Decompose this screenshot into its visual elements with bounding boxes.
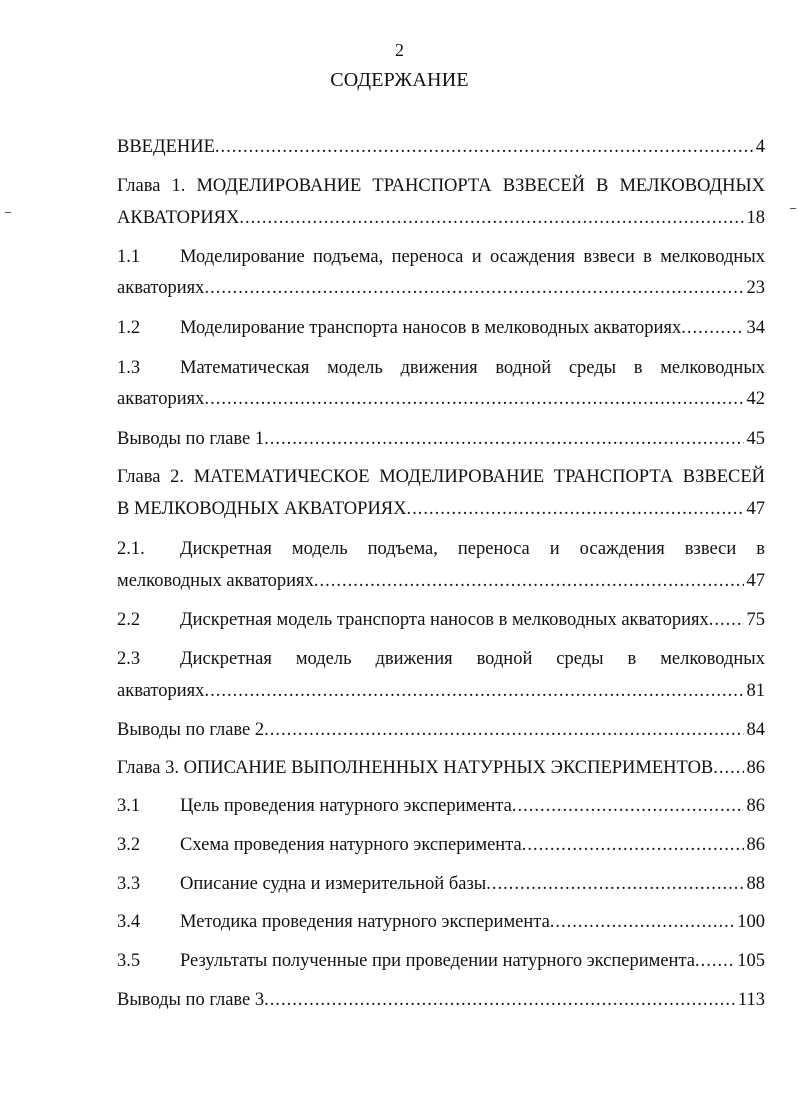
toc-entry-2-1[interactable]: 2.1. Дискретная модель подъема, переноса и осаждения взвеси в — [117, 539, 765, 559]
page-number: 2 — [395, 40, 404, 60]
toc-entry-1-2[interactable]: 1.2 Моделирование транспорта наносов в мелководных акваториях ..... 34 — [117, 313, 765, 343]
toc-entry-chapter-2[interactable] — [117, 462, 765, 492]
toc-entry-1-1-end[interactable]: акваториях ..... 23 — [117, 273, 765, 303]
toc-entry-2-2[interactable]: 2.2 Дискретная модель транспорта наносов в мелководных акваториях ..... 75 — [117, 605, 765, 635]
page-title: СОДЕРЖАНИЕ — [330, 69, 469, 91]
toc-entry-3-3[interactable]: 3.3 Описание судна и измерительной базы ..... 88 — [117, 869, 765, 899]
scan-mark-right — [790, 208, 796, 209]
toc-entry-1-1[interactable]: 1.1 Моделирование подъема, переноса и осаждения взвеси в мелководных — [117, 247, 765, 267]
toc-entry-1-3[interactable]: 1.3 Математическая модель движения водной среды в мелководных — [117, 358, 765, 378]
toc-entry-2-1-end[interactable]: мелководных акваториях ..... 47 — [117, 566, 765, 596]
toc-entry-chapter-1[interactable] — [117, 171, 765, 201]
toc-entry-1-3-end[interactable]: акваториях ..... 42 — [117, 384, 765, 414]
toc-entry-3-2[interactable]: 3.2 Схема проведения натурного эксперимента ..... 86 — [117, 830, 765, 860]
toc-entry-conclusions-1[interactable]: Выводы по главе 1 ..... 45 — [117, 424, 765, 454]
chapter-1-title-line1: Глава 1. МОДЕЛИРОВАНИЕ ТРАНСПОРТА ВЗВЕСЕЙ В МЕЛКОВОДНЫХ — [117, 176, 765, 196]
scan-mark-left — [5, 212, 11, 213]
toc-entry-chapter-3[interactable]: Глава 3. ОПИСАНИЕ ВЫПОЛНЕННЫХ НАТУРНЫХ ЭКСПЕРИМЕНТОВ ..... 86 — [117, 753, 765, 783]
chapter-2-title-line1: Глава 2. МАТЕМАТИЧЕСКОЕ МОДЕЛИРОВАНИЕ ТРАНСПОРТА ВЗВЕСЕЙ — [117, 467, 765, 487]
toc-entry-3-4[interactable]: 3.4 Методика проведения натурного эксперимента ..... 100 — [117, 907, 765, 937]
toc-entry-2-3-end[interactable]: акваториях ..... 81 — [117, 676, 765, 706]
toc-entry-intro[interactable]: ВВЕДЕНИЕ ..... 4 — [117, 132, 765, 162]
toc-entry-chapter-1-end[interactable]: АКВАТОРИЯХ ..... 18 — [117, 203, 765, 233]
toc-entry-3-1[interactable]: 3.1 Цель проведения натурного эксперимента ..... 86 — [117, 791, 765, 821]
toc-entry-3-5[interactable]: 3.5 Результаты полученные при проведении натурного эксперимента ..... 105 — [117, 946, 765, 976]
toc-entry-conclusions-3[interactable]: Выводы по главе 3 ..... 113 — [117, 985, 765, 1015]
toc-entry-chapter-2-end[interactable]: В МЕЛКОВОДНЫХ АКВАТОРИЯХ ..... 47 — [117, 494, 765, 524]
toc-entry-2-3[interactable]: 2.3 Дискретная модель движения водной среды в мелководных — [117, 649, 765, 669]
toc-entry-conclusions-2[interactable]: Выводы по главе 2 ..... 84 — [117, 715, 765, 745]
